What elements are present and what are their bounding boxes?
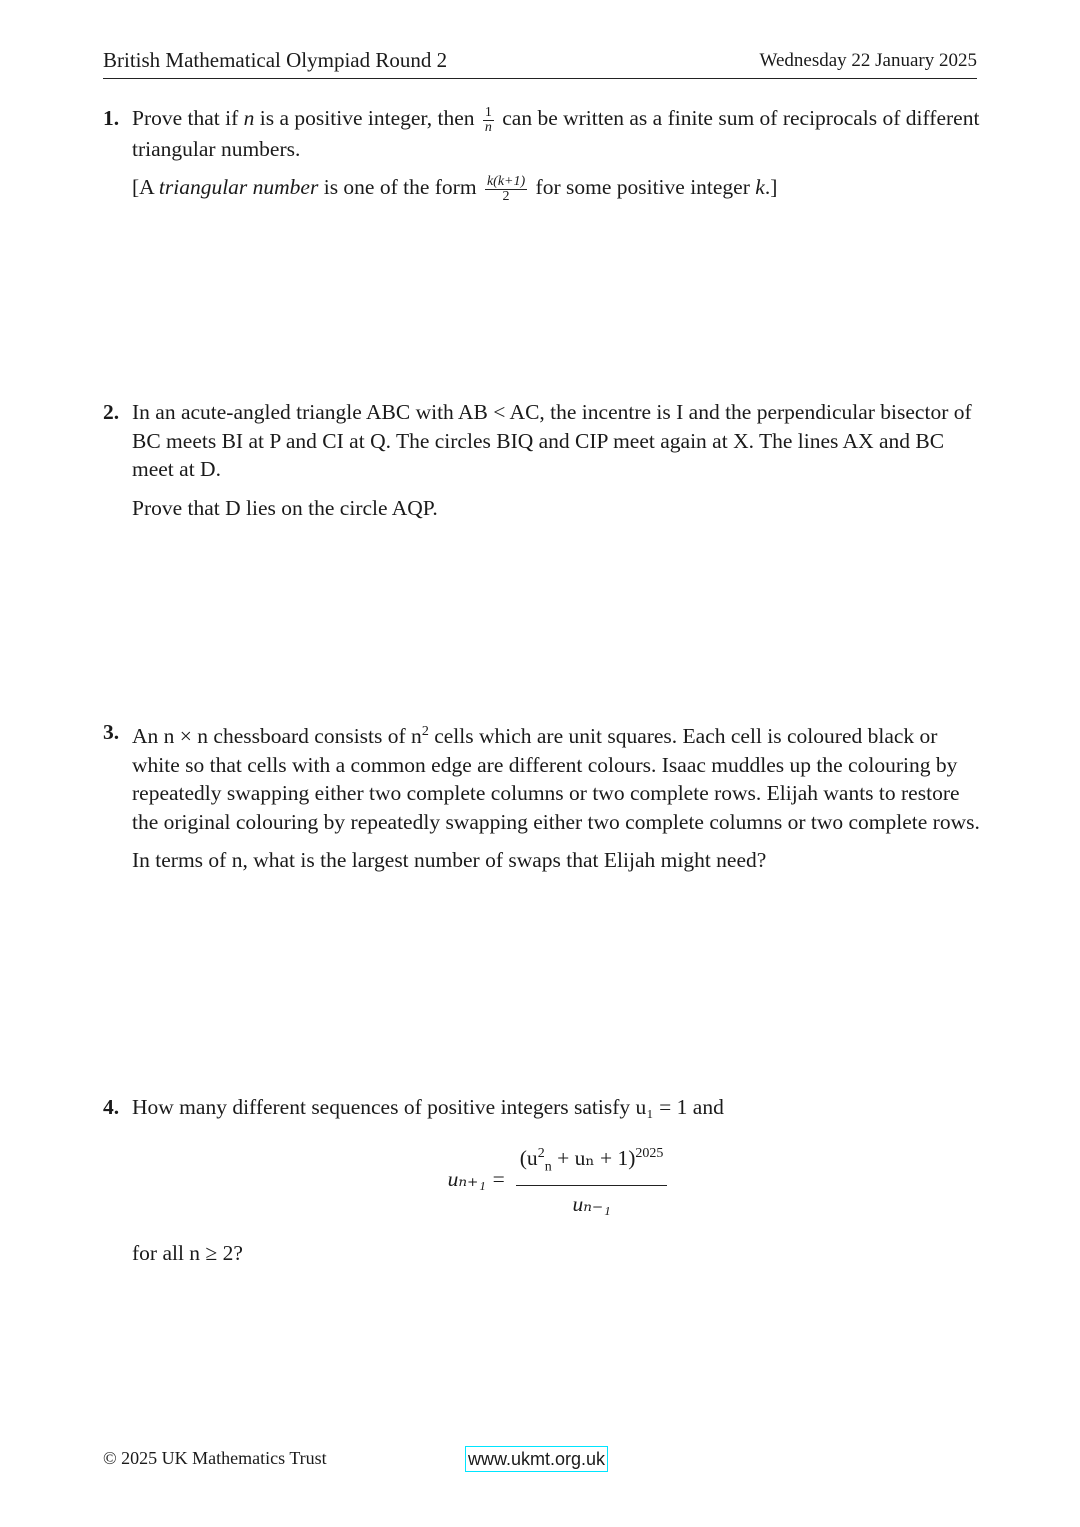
- problem-statement: How many different sequences of positive integers satisfy u₁ = 1 and: [132, 1095, 724, 1119]
- problem-number: 1.: [103, 106, 120, 130]
- website-link[interactable]: www.ukmt.org.uk: [465, 1446, 608, 1472]
- recurrence-equation: [132, 1140, 983, 1219]
- problem-2: [103, 398, 983, 532]
- problem-statement: In an acute-angled triangle ABC with AB < AC, the incentre is I and the perpendicular bisector of BC meets BI at P and CI at Q. The circles BIQ and CIP meet again at X. The lines AX and BC meet at D.: [132, 400, 972, 481]
- problem-note: [A triangular number is one of the form $\frac{k(k+1)}{2}$ for some positive integer k.]: [132, 173, 778, 204]
- problem-number: 2.: [103, 400, 120, 424]
- page-header: [103, 46, 977, 79]
- fraction-triangular-form: $\frac{k(k+1)}{2}$: [486, 173, 526, 204]
- problem-question: Prove that D lies on the circle AQP.: [132, 495, 438, 520]
- problem-condition: for all n ≥ 2?: [132, 1240, 243, 1265]
- equation-denominator: uₙ₋₁: [572, 1192, 611, 1217]
- problem-4: [103, 1093, 983, 1277]
- problem-statement: An n × n chessboard consists of $n^2$ cells which are unit squares. Each cell is coloured black or white so that cells with a common edge are different colours. Isaac muddles up the colouring by repeatedly swapping either two complete columns or two complete rows. Elijah wants to restore the original colouring by repeatedly swapping either two complete columns or two complete rows.: [132, 724, 980, 834]
- header-title: British Mathematical Olympiad Round 2: [103, 48, 448, 72]
- equation-lhs: uₙ₊₁ =: [447, 1166, 506, 1191]
- problem-3: [103, 718, 983, 885]
- fraction-one-over-n: $\frac{1}{n}$: [484, 104, 492, 135]
- header-date: Wednesday 22 January 2025: [759, 50, 977, 71]
- copyright-text: © 2025 UK Mathematics Trust: [103, 1448, 327, 1468]
- problem-number: 3.: [103, 720, 120, 744]
- equation-numerator: $(u^2_n + u_n + 1)^{2025}$: [516, 1140, 668, 1187]
- problem-1: [103, 104, 983, 214]
- problem-number: 4.: [103, 1095, 120, 1119]
- equation-fraction: [516, 1140, 668, 1219]
- problem-statement: Prove that if n is a positive integer, then $\frac{1}{n}$ can be written as a finite sum of reciprocals of different triangular numbers.: [132, 104, 980, 161]
- problem-question: In terms of n, what is the largest number of swaps that Elijah might need?: [132, 848, 767, 873]
